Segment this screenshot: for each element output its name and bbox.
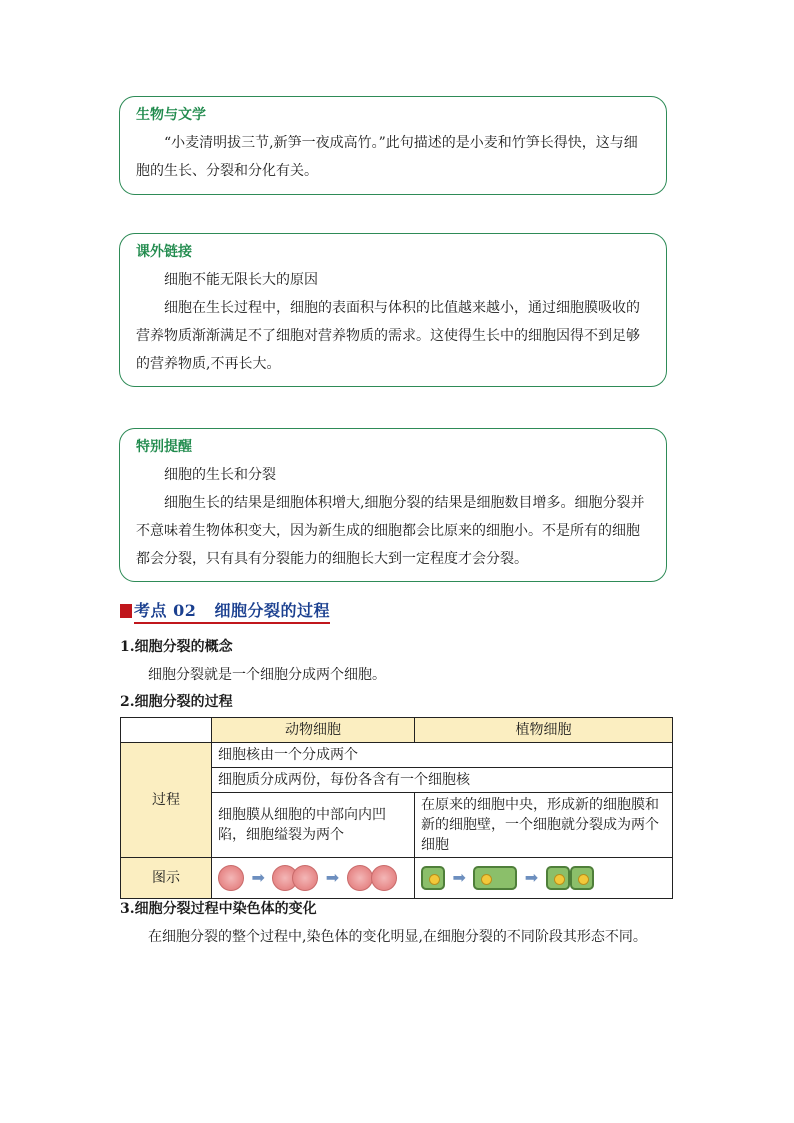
arrow-right-icon: ➡ [524,868,539,887]
arrow-right-icon: ➡ [251,868,265,887]
animal-diagram [212,858,415,899]
special-reminder-box [119,428,667,582]
arrow-right-icon: ➡ [325,868,340,887]
col-animal: 动物细胞 [212,718,415,743]
animal-cell-icon [292,865,318,891]
box-subtitle: 细胞不能无限长大的原因 [164,272,318,288]
concept-text: 细胞分裂就是一个细胞分成两个细胞。 [148,667,386,683]
plant-cell-icon [570,866,594,890]
extracurricular-link-box [119,233,667,387]
plant-step-3: 在原来的细胞中央，形成新的细胞膜和新的细胞壁，一个细胞就分裂成为两个细胞 [415,793,673,858]
col-plant: 植物细胞 [415,718,673,743]
shared-step-1: 细胞核由一个分成两个 [212,743,673,768]
process-heading: 2.细胞分裂的过程 [120,694,233,710]
cell-division-table [120,717,673,899]
red-square-icon [120,604,132,618]
table-row [121,858,673,899]
box-title: 生物与文学 [136,107,206,123]
chromosome-text: 在细胞分裂的整个过程中,染色体的变化明显,在细胞分裂的不同阶段其形态不同。 [148,929,647,945]
biology-literature-box [119,96,667,195]
animal-cell-icon [218,865,244,891]
box-text: “小麦清明拔三节,新笋一夜成高竹。”此句描述的是小麦和竹笋长得快，这与细胞的生长、分裂和分化有关。 [136,135,638,179]
row-diagram: 图示 [121,858,212,899]
row-process: 过程 [121,743,212,858]
box-title: 特别提醒 [136,439,192,455]
box-title: 课外链接 [136,244,192,260]
plant-diagram [415,858,673,899]
table-row [121,743,673,768]
box-text: 细胞生长的结果是细胞体积增大,细胞分裂的结果是细胞数目增多。细胞分裂并不意味着生物体积变大，因为新生成的细胞都会比原来的细胞小。不是所有的细胞都会分裂，只有具有分裂能力的细胞长大到一定程度才会分裂。 [136,495,645,567]
chromosome-heading: 3.细胞分裂过程中染色体的变化 [120,901,317,917]
plant-cell-icon [546,866,570,890]
section-heading [120,600,330,622]
table-header-row [121,718,673,743]
section-title: 考点 02 细胞分裂的过程 [134,598,330,624]
box-text: 细胞在生长过程中，细胞的表面积与体积的比值越来越小，通过细胞膜吸收的营养物质渐渐满足不了细胞对营养物质的需求。这使得生长中的细胞因得不到足够的营养物质,不再长大。 [136,300,640,372]
animal-cell-icon [371,865,397,891]
arrow-right-icon: ➡ [452,868,466,887]
animal-cell-icon [347,865,373,891]
box-subtitle: 细胞的生长和分裂 [164,467,276,483]
plant-cell-icon [421,866,445,890]
table-corner [121,718,212,743]
animal-step-3: 细胞膜从细胞的中部向内凹陷，细胞缢裂为两个 [212,793,415,858]
shared-step-2: 细胞质分成两份，每份各含有一个细胞核 [212,768,673,793]
concept-heading: 1.细胞分裂的概念 [120,639,233,655]
plant-cell-icon [473,866,517,890]
